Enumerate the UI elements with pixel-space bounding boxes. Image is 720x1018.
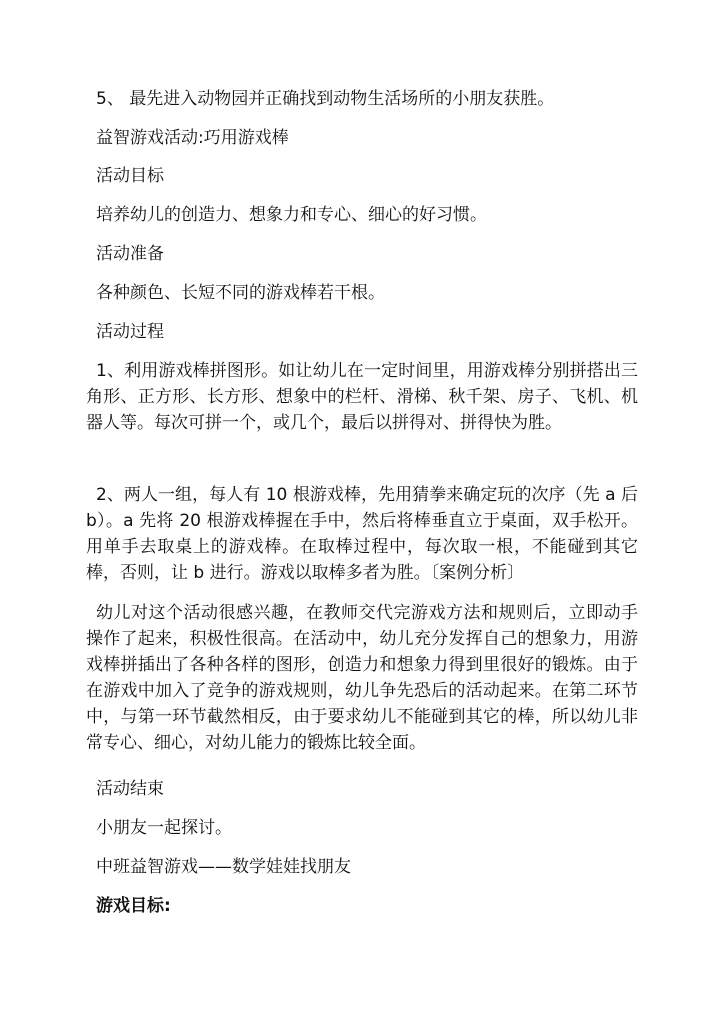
activity-prep-text: 各种颜色、长短不同的游戏棒若干根。 <box>96 283 385 303</box>
section-title-next-game: 中班益智游戏——数学娃娃找朋友 <box>96 857 351 877</box>
process-step-2: 2、两人一组，每人有 10 根游戏棒，先用猜拳来确定玩的次序（先 a 后 b）。a 先将 20 根游戏棒握在手中，然后将棒垂直立于桌面，双手松开。用单手去取桌上的游戏棒。在取棒过程中，每次取一根，不能碰到其它棒，否则，让 b 进行。游戏以取棒多者为胜。〔案例分析〕 <box>86 485 638 583</box>
list-item-5: 5、 最先进入动物园并正确找到动物生活场所的小朋友获胜。 <box>96 89 555 109</box>
process-step-1: 1、利用游戏棒拼图形。如让幼儿在一定时间里，用游戏棒分别拼搭出三角形、正方形、长方形、想象中的栏杆、滑梯、秋千架、房子、飞机、机器人等。每次可拼一个，或几个，最后以拼得对、拼得快为胜。 <box>86 361 638 433</box>
heading-activity-process: 活动过程 <box>96 322 164 342</box>
heading-activity-goal: 活动目标 <box>96 166 164 186</box>
heading-activity-end: 活动结束 <box>96 779 164 799</box>
section-title-game: 益智游戏活动:巧用游戏棒 <box>96 128 289 148</box>
heading-game-goal: 游戏目标: <box>96 896 171 916</box>
heading-activity-prep: 活动准备 <box>96 244 164 264</box>
activity-end-text: 小朋友一起探讨。 <box>96 818 232 838</box>
activity-goal-text: 培养幼儿的创造力、想象力和专心、细心的好习惯。 <box>96 205 487 225</box>
case-analysis-paragraph: 幼儿对这个活动很感兴趣，在教师交代完游戏方法和规则后，立即动手操作了起来，积极性很高。在活动中，幼儿充分发挥自己的想象力，用游戏棒拼插出了各种各样的图形，创造力和想象力得到里很好的锻炼。由于在游戏中加入了竞争的游戏规则，幼儿争先恐后的活动起来。在第二环节中，与第一环节截然相反，由于要求幼儿不能碰到其它的棒，所以幼儿非常专心、细心，对幼儿能力的锻炼比较全面。 <box>86 603 638 753</box>
